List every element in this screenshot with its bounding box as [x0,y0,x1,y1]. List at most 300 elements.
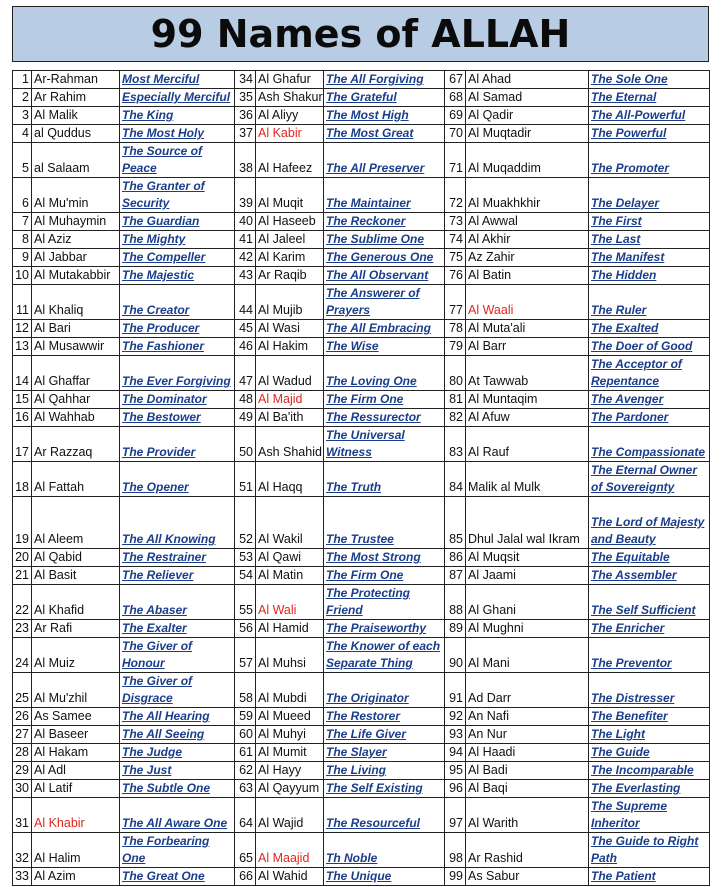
name-number: 65 [235,833,256,868]
table-row [13,549,710,567]
name-meaning: The Living [324,762,445,780]
name-meaning: The All Forgiving [324,71,445,89]
name-meaning: The Most Great [324,125,445,143]
table-row [13,868,710,886]
name-transliteration: Al Baseer [32,726,120,744]
table-row [13,143,710,178]
name-number: 9 [13,249,32,267]
name-meaning: The Opener [120,462,235,497]
name-number: 49 [235,409,256,427]
name-number: 27 [13,726,32,744]
name-transliteration: Al Muqsit [466,549,589,567]
name-meaning: The Ruler [589,285,710,320]
name-number: 7 [13,213,32,231]
name-transliteration: Al Mu'zhil [32,673,120,708]
name-transliteration: Al Qadir [466,107,589,125]
table-row [13,673,710,708]
name-meaning: The Self Existing [324,780,445,798]
name-transliteration: Ad Darr [466,673,589,708]
name-meaning: The Compeller [120,249,235,267]
name-number: 71 [445,143,466,178]
name-meaning: The Exalter [120,620,235,638]
name-meaning: The Equitable [589,549,710,567]
name-meaning: The Benefiter [589,708,710,726]
table-row [13,71,710,89]
name-number: 90 [445,638,466,673]
name-transliteration: Al Jabbar [32,249,120,267]
name-transliteration: Al Jaleel [256,231,324,249]
name-meaning: The All-Powerful [589,107,710,125]
name-meaning: The Giver of Disgrace [120,673,235,708]
name-meaning: The Distresser [589,673,710,708]
name-number: 80 [445,356,466,391]
name-number: 76 [445,267,466,285]
table-row [13,213,710,231]
name-meaning: The Ever Forgiving [120,356,235,391]
name-number: 30 [13,780,32,798]
name-transliteration: Al Maajid [256,833,324,868]
name-meaning: The Giver of Honour [120,638,235,673]
name-meaning: The Sublime One [324,231,445,249]
name-meaning: The Producer [120,320,235,338]
name-transliteration: Al Aziz [32,231,120,249]
table-row [13,356,710,391]
name-transliteration: Al Karim [256,249,324,267]
name-number: 75 [445,249,466,267]
name-number: 59 [235,708,256,726]
name-number: 97 [445,798,466,833]
name-meaning: The Eternal [589,89,710,107]
name-transliteration: Al Mani [466,638,589,673]
name-transliteration: Al Muqit [256,178,324,213]
name-meaning: The Guardian [120,213,235,231]
name-transliteration: Al Hakam [32,744,120,762]
name-meaning: The Delayer [589,178,710,213]
name-number: 72 [445,178,466,213]
name-transliteration: Malik al Mulk [466,462,589,497]
name-meaning: The Pardoner [589,409,710,427]
name-number: 44 [235,285,256,320]
name-transliteration: Az Zahir [466,249,589,267]
name-transliteration: Al Rauf [466,427,589,462]
name-number: 53 [235,549,256,567]
table-row [13,638,710,673]
name-meaning: The Most Holy [120,125,235,143]
name-meaning: The All Preserver [324,143,445,178]
name-number: 29 [13,762,32,780]
name-transliteration: Al Wajid [256,798,324,833]
name-number: 99 [445,868,466,886]
name-number: 48 [235,391,256,409]
name-number: 55 [235,585,256,620]
name-number: 17 [13,427,32,462]
name-meaning: The King [120,107,235,125]
table-row [13,320,710,338]
name-number: 95 [445,762,466,780]
name-transliteration: Al Muqaddim [466,143,589,178]
name-number: 18 [13,462,32,497]
name-transliteration: Al Aleem [32,497,120,549]
name-transliteration: Al Awwal [466,213,589,231]
name-meaning: The Self Sufficient [589,585,710,620]
name-meaning: The Acceptor of Repentance [589,356,710,391]
name-number: 61 [235,744,256,762]
name-transliteration: Al Wasi [256,320,324,338]
name-number: 92 [445,708,466,726]
name-transliteration: Ar Rafi [32,620,120,638]
name-transliteration: Al Mubdi [256,673,324,708]
name-number: 26 [13,708,32,726]
name-meaning: The Light [589,726,710,744]
name-meaning: The Wise [324,338,445,356]
name-number: 73 [445,213,466,231]
name-number: 8 [13,231,32,249]
name-meaning: The Guide [589,744,710,762]
name-number: 50 [235,427,256,462]
name-transliteration: Al Matin [256,567,324,585]
name-transliteration: Al Muntaqim [466,391,589,409]
name-meaning: The Protecting Friend [324,585,445,620]
name-meaning: The Reckoner [324,213,445,231]
name-number: 38 [235,143,256,178]
name-meaning: The Assembler [589,567,710,585]
table-row [13,231,710,249]
name-meaning: The Manifest [589,249,710,267]
name-meaning: The Source of Peace [120,143,235,178]
name-meaning: The Incomparable [589,762,710,780]
name-meaning: The All Aware One [120,798,235,833]
name-transliteration: As Samee [32,708,120,726]
name-transliteration: Al Warith [466,798,589,833]
name-meaning: The Compassionate [589,427,710,462]
name-number: 13 [13,338,32,356]
name-transliteration: Al Afuw [466,409,589,427]
name-transliteration: Al Malik [32,107,120,125]
name-transliteration: Al Khaliq [32,285,120,320]
name-number: 31 [13,798,32,833]
name-transliteration: Al Kabir [256,125,324,143]
name-meaning: The Firm One [324,567,445,585]
name-meaning: The Enricher [589,620,710,638]
name-meaning: The Praiseworthy [324,620,445,638]
name-transliteration: Al Ghaffar [32,356,120,391]
name-number: 86 [445,549,466,567]
name-meaning: The Life Giver [324,726,445,744]
table-row [13,178,710,213]
name-transliteration: Al Ghani [466,585,589,620]
name-meaning: The Forbearing One [120,833,235,868]
name-transliteration: Al Mueed [256,708,324,726]
name-number: 63 [235,780,256,798]
table-row [13,726,710,744]
name-transliteration: Al Azim [32,868,120,886]
name-meaning: The All Observant [324,267,445,285]
table-row [13,567,710,585]
name-number: 41 [235,231,256,249]
table-row [13,462,710,497]
name-meaning: The All Seeing [120,726,235,744]
name-transliteration: Al Fattah [32,462,120,497]
name-number: 28 [13,744,32,762]
name-number: 58 [235,673,256,708]
table-row [13,762,710,780]
name-number: 66 [235,868,256,886]
name-meaning: The Most High [324,107,445,125]
name-transliteration: Al Halim [32,833,120,868]
name-number: 51 [235,462,256,497]
name-transliteration: Ar-Rahman [32,71,120,89]
name-number: 94 [445,744,466,762]
table-row [13,391,710,409]
name-number: 6 [13,178,32,213]
name-number: 98 [445,833,466,868]
name-meaning: The Mighty [120,231,235,249]
name-number: 74 [445,231,466,249]
name-transliteration: Al Baqi [466,780,589,798]
name-meaning: Especially Merciful [120,89,235,107]
name-number: 39 [235,178,256,213]
name-transliteration: Al Hafeez [256,143,324,178]
name-number: 60 [235,726,256,744]
name-meaning: The Creator [120,285,235,320]
table-row [13,427,710,462]
name-number: 81 [445,391,466,409]
name-meaning: The Patient [589,868,710,886]
table-row [13,620,710,638]
name-number: 3 [13,107,32,125]
name-number: 20 [13,549,32,567]
name-number: 93 [445,726,466,744]
name-meaning: The Trustee [324,497,445,549]
name-transliteration: Al Muiz [32,638,120,673]
name-number: 91 [445,673,466,708]
name-transliteration: Al Wali [256,585,324,620]
name-meaning: The Bestower [120,409,235,427]
name-number: 34 [235,71,256,89]
name-number: 89 [445,620,466,638]
name-number: 77 [445,285,466,320]
name-meaning: The Hidden [589,267,710,285]
name-number: 46 [235,338,256,356]
name-number: 84 [445,462,466,497]
name-meaning: The Generous One [324,249,445,267]
name-number: 4 [13,125,32,143]
name-transliteration: al Salaam [32,143,120,178]
name-meaning: The Firm One [324,391,445,409]
table-row [13,285,710,320]
name-number: 25 [13,673,32,708]
name-meaning: The Promoter [589,143,710,178]
table-row [13,798,710,833]
name-number: 15 [13,391,32,409]
name-number: 62 [235,762,256,780]
name-number: 22 [13,585,32,620]
name-transliteration: Al Barr [466,338,589,356]
name-transliteration: Al Muta'ali [466,320,589,338]
name-number: 57 [235,638,256,673]
name-transliteration: Al Qabid [32,549,120,567]
name-meaning: The Supreme Inheritor [589,798,710,833]
name-meaning: The Restorer [324,708,445,726]
name-number: 11 [13,285,32,320]
name-meaning: The Eternal Owner of Sovereignty [589,462,710,497]
name-number: 45 [235,320,256,338]
name-number: 42 [235,249,256,267]
name-meaning: The Last [589,231,710,249]
table-row [13,780,710,798]
name-meaning: The Originator [324,673,445,708]
name-meaning: The Resourceful [324,798,445,833]
name-transliteration: Al Ahad [466,71,589,89]
name-number: 96 [445,780,466,798]
name-number: 56 [235,620,256,638]
name-transliteration: An Nafi [466,708,589,726]
table-row [13,833,710,868]
name-number: 64 [235,798,256,833]
name-number: 23 [13,620,32,638]
name-transliteration: Al Muhyi [256,726,324,744]
name-transliteration: Al Hayy [256,762,324,780]
name-meaning: The Granter of Security [120,178,235,213]
name-transliteration: Al Adl [32,762,120,780]
name-transliteration: Al Muakhkhir [466,178,589,213]
name-meaning: The Avenger [589,391,710,409]
name-transliteration: Ar Raqib [256,267,324,285]
name-transliteration: Al Qahhar [32,391,120,409]
name-transliteration: al Quddus [32,125,120,143]
name-number: 88 [445,585,466,620]
name-number: 12 [13,320,32,338]
name-meaning: The First [589,213,710,231]
name-meaning: The Everlasting [589,780,710,798]
name-transliteration: Al Qawi [256,549,324,567]
table-row [13,89,710,107]
names-sheet [12,6,709,886]
name-number: 33 [13,868,32,886]
name-meaning: The Maintainer [324,178,445,213]
name-number: 69 [445,107,466,125]
name-transliteration: Al Muhsi [256,638,324,673]
name-meaning: The Grateful [324,89,445,107]
name-transliteration: Al Ghafur [256,71,324,89]
name-transliteration: Ash Shahid [256,427,324,462]
name-transliteration: Al Samad [466,89,589,107]
name-transliteration: Al Wadud [256,356,324,391]
name-number: 85 [445,497,466,549]
name-number: 43 [235,267,256,285]
name-number: 79 [445,338,466,356]
name-meaning: The Lord of Majesty and Beauty [589,497,710,549]
name-transliteration: Ar Rashid [466,833,589,868]
name-transliteration: Al Musawwir [32,338,120,356]
name-number: 36 [235,107,256,125]
name-meaning: The Just [120,762,235,780]
name-number: 54 [235,567,256,585]
name-meaning: The All Hearing [120,708,235,726]
name-transliteration: Al Majid [256,391,324,409]
name-meaning: The Majestic [120,267,235,285]
name-number: 47 [235,356,256,391]
name-transliteration: Al Muqtadir [466,125,589,143]
name-transliteration: Al Bari [32,320,120,338]
name-transliteration: Al Waali [466,285,589,320]
name-meaning: The Fashioner [120,338,235,356]
name-meaning: The Answerer of Prayers [324,285,445,320]
table-row [13,744,710,762]
table-row [13,267,710,285]
name-number: 40 [235,213,256,231]
name-number: 87 [445,567,466,585]
name-transliteration: Al Wahid [256,868,324,886]
name-transliteration: Al Haseeb [256,213,324,231]
name-meaning: The Knower of each Separate Thing [324,638,445,673]
name-transliteration: Al Mujib [256,285,324,320]
name-meaning: The Powerful [589,125,710,143]
name-transliteration: Al Wahhab [32,409,120,427]
name-transliteration: As Sabur [466,868,589,886]
name-transliteration: Dhul Jalal wal Ikram [466,497,589,549]
name-number: 68 [445,89,466,107]
name-meaning: The Judge [120,744,235,762]
names-table [12,70,710,886]
name-number: 83 [445,427,466,462]
name-transliteration: Al Mumit [256,744,324,762]
name-meaning: The Great One [120,868,235,886]
name-meaning: The Universal Witness [324,427,445,462]
name-transliteration: Al Jaami [466,567,589,585]
name-meaning: The Reliever [120,567,235,585]
table-row [13,125,710,143]
name-number: 16 [13,409,32,427]
name-meaning: The Restrainer [120,549,235,567]
name-number: 2 [13,89,32,107]
name-number: 5 [13,143,32,178]
name-transliteration: Al Basit [32,567,120,585]
table-row [13,107,710,125]
name-number: 24 [13,638,32,673]
name-meaning: The Unique [324,868,445,886]
name-meaning: The All Embracing [324,320,445,338]
name-number: 14 [13,356,32,391]
name-transliteration: Al Khabir [32,798,120,833]
name-transliteration: Al Akhir [466,231,589,249]
name-meaning: The Provider [120,427,235,462]
name-transliteration: Al Hakim [256,338,324,356]
name-transliteration: Ar Razzaq [32,427,120,462]
name-transliteration: Al Mu'min [32,178,120,213]
name-meaning: The Truth [324,462,445,497]
name-meaning: The All Knowing [120,497,235,549]
name-meaning: The Guide to Right Path [589,833,710,868]
name-transliteration: Al Mutakabbir [32,267,120,285]
name-meaning: The Exalted [589,320,710,338]
name-transliteration: Al Qayyum [256,780,324,798]
table-row [13,585,710,620]
name-number: 78 [445,320,466,338]
name-number: 1 [13,71,32,89]
name-transliteration: Al Haqq [256,462,324,497]
name-number: 37 [235,125,256,143]
table-row [13,249,710,267]
name-transliteration: Al Latif [32,780,120,798]
name-meaning: The Abaser [120,585,235,620]
name-transliteration: Al Muhaymin [32,213,120,231]
name-transliteration: Al Aliyy [256,107,324,125]
name-transliteration: At Tawwab [466,356,589,391]
name-number: 67 [445,71,466,89]
name-meaning: The Subtle One [120,780,235,798]
name-meaning: Th Noble [324,833,445,868]
